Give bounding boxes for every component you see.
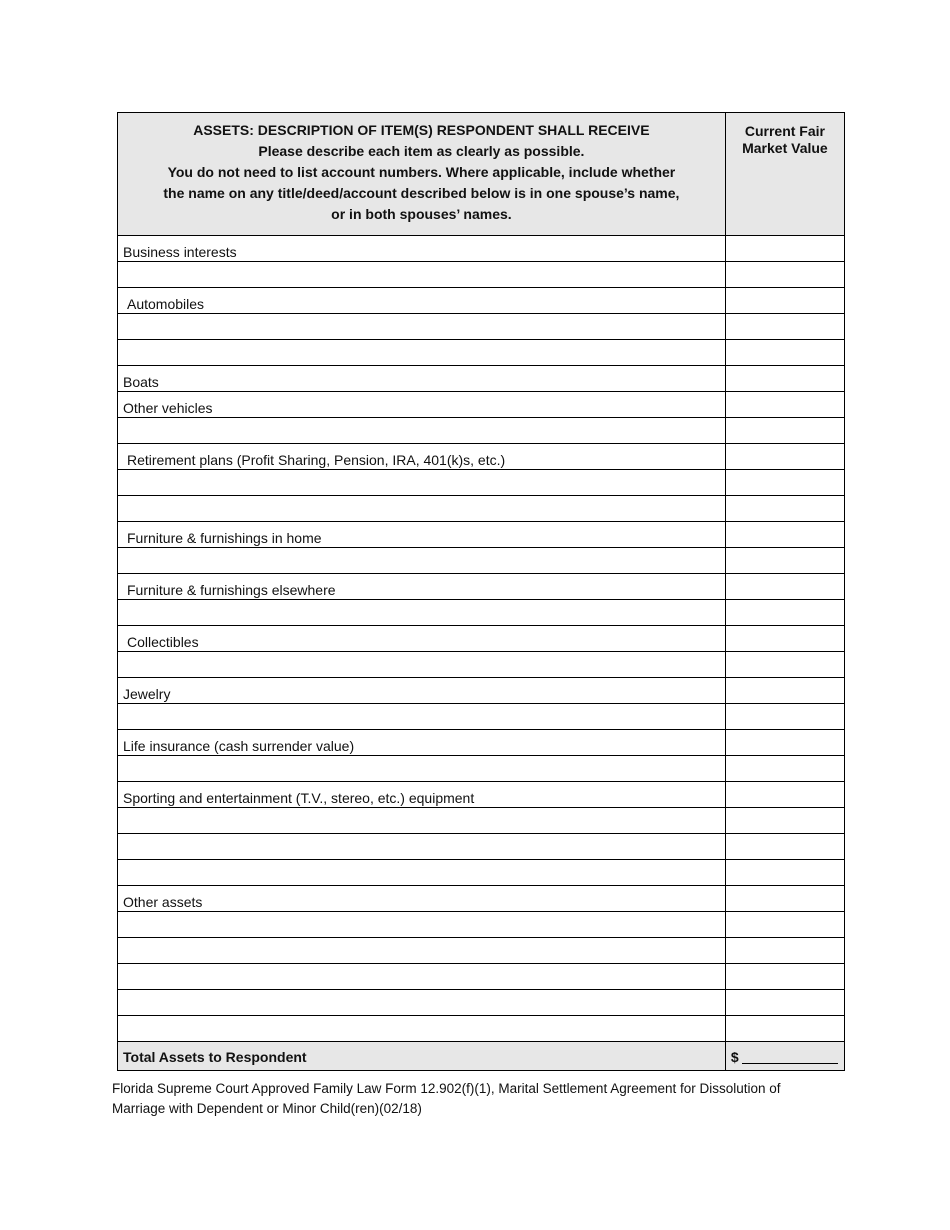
header-instruction: the name on any title/deed/account described below is in one spouse’s name, <box>163 185 680 201</box>
table-row <box>118 808 845 834</box>
asset-description-cell[interactable] <box>118 548 726 574</box>
asset-value-cell[interactable] <box>725 366 844 392</box>
asset-category-label: Collectibles <box>118 626 726 652</box>
asset-description-cell[interactable] <box>118 600 726 626</box>
asset-value-cell[interactable] <box>725 626 844 652</box>
asset-category-label: Business interests <box>118 236 726 262</box>
asset-value-cell[interactable] <box>725 834 844 860</box>
asset-value-cell[interactable] <box>725 262 844 288</box>
table-row <box>118 522 845 548</box>
table-row <box>118 548 845 574</box>
asset-value-cell[interactable] <box>725 600 844 626</box>
asset-description-cell[interactable] <box>118 756 726 782</box>
asset-category-label: Other assets <box>118 886 726 912</box>
table-row <box>118 626 845 652</box>
table-row <box>118 470 845 496</box>
asset-category-label: Furniture & furnishings in home <box>118 522 726 548</box>
asset-value-cell[interactable] <box>725 886 844 912</box>
asset-value-cell[interactable] <box>725 392 844 418</box>
asset-value-cell[interactable] <box>725 548 844 574</box>
table-row <box>118 340 845 366</box>
table-row <box>118 574 845 600</box>
total-blank-line[interactable] <box>742 1051 838 1064</box>
asset-value-cell[interactable] <box>725 808 844 834</box>
table-row <box>118 418 845 444</box>
table-row <box>118 860 845 886</box>
asset-value-cell[interactable] <box>725 756 844 782</box>
table-header-row <box>118 113 845 236</box>
asset-description-cell[interactable] <box>118 704 726 730</box>
asset-category-label: Automobiles <box>118 288 726 314</box>
table-row <box>118 444 845 470</box>
asset-value-cell[interactable] <box>725 678 844 704</box>
header-instruction: Please describe each item as clearly as possible. <box>258 143 585 159</box>
asset-value-cell[interactable] <box>725 236 844 262</box>
table-row <box>118 652 845 678</box>
form-footer <box>112 1079 842 1119</box>
asset-category-label: Life insurance (cash surrender value) <box>118 730 726 756</box>
table-row <box>118 990 845 1016</box>
asset-value-cell[interactable] <box>725 444 844 470</box>
asset-description-cell[interactable] <box>118 964 726 990</box>
table-row <box>118 600 845 626</box>
asset-description-cell[interactable] <box>118 314 726 340</box>
asset-value-cell[interactable] <box>725 1016 844 1042</box>
asset-value-cell[interactable] <box>725 522 844 548</box>
asset-description-cell[interactable] <box>118 652 726 678</box>
table-row <box>118 1016 845 1042</box>
header-instruction: or in both spouses’ names. <box>331 206 512 222</box>
table-row <box>118 756 845 782</box>
header-title: ASSETS: DESCRIPTION OF ITEM(S) RESPONDENT SHALL RECEIVE <box>193 122 650 138</box>
asset-category-label: Boats <box>118 366 726 392</box>
table-row <box>118 886 845 912</box>
asset-description-cell[interactable] <box>118 938 726 964</box>
asset-value-cell[interactable] <box>725 496 844 522</box>
table-row <box>118 938 845 964</box>
asset-description-cell[interactable] <box>118 860 726 886</box>
asset-category-label: Other vehicles <box>118 392 726 418</box>
asset-value-cell[interactable] <box>725 288 844 314</box>
value-header: Current Fair Market Value <box>725 113 844 236</box>
asset-description-cell[interactable] <box>118 990 726 1016</box>
asset-description-cell[interactable] <box>118 470 726 496</box>
asset-description-cell[interactable] <box>118 262 726 288</box>
table-row <box>118 236 845 262</box>
total-row <box>118 1042 845 1071</box>
table-row <box>118 314 845 340</box>
asset-description-cell[interactable] <box>118 496 726 522</box>
asset-value-cell[interactable] <box>725 964 844 990</box>
table-row <box>118 730 845 756</box>
asset-description-cell[interactable] <box>118 834 726 860</box>
table-row <box>118 704 845 730</box>
table-row <box>118 964 845 990</box>
footer-line: Florida Supreme Court Approved Family Law Form 12.902(f)(1), Marital Settlement Agreement for Dissolution of <box>112 1081 781 1096</box>
asset-category-label: Furniture & furnishings elsewhere <box>118 574 726 600</box>
asset-value-cell[interactable] <box>725 418 844 444</box>
asset-category-label: Jewelry <box>118 678 726 704</box>
asset-category-label: Retirement plans (Profit Sharing, Pension, IRA, 401(k)s, etc.) <box>118 444 726 470</box>
table-row <box>118 392 845 418</box>
table-row <box>118 834 845 860</box>
asset-value-cell[interactable] <box>725 340 844 366</box>
table-row <box>118 366 845 392</box>
asset-description-cell[interactable] <box>118 808 726 834</box>
asset-value-cell[interactable] <box>725 574 844 600</box>
table-row <box>118 288 845 314</box>
asset-description-cell[interactable] <box>118 1016 726 1042</box>
asset-value-cell[interactable] <box>725 470 844 496</box>
description-header <box>118 113 726 236</box>
asset-description-cell[interactable] <box>118 340 726 366</box>
asset-description-cell[interactable] <box>118 418 726 444</box>
table-row <box>118 262 845 288</box>
asset-value-cell[interactable] <box>725 912 844 938</box>
total-label: Total Assets to Respondent <box>118 1042 726 1071</box>
table-row <box>118 912 845 938</box>
asset-description-cell[interactable] <box>118 912 726 938</box>
asset-value-cell[interactable] <box>725 704 844 730</box>
table-row <box>118 782 845 808</box>
table-row <box>118 496 845 522</box>
asset-value-cell[interactable] <box>725 990 844 1016</box>
currency-symbol: $ <box>730 1049 739 1065</box>
footer-line: Marriage with Dependent or Minor Child(ren)(02/18) <box>112 1101 422 1116</box>
asset-value-cell[interactable] <box>725 652 844 678</box>
asset-value-cell[interactable] <box>725 938 844 964</box>
header-instruction: You do not need to list account numbers. Where applicable, include whether <box>167 164 676 180</box>
asset-value-cell[interactable] <box>725 314 844 340</box>
asset-category-label: Sporting and entertainment (T.V., stereo, etc.) equipment <box>118 782 726 808</box>
asset-value-cell[interactable] <box>725 782 844 808</box>
asset-value-cell[interactable] <box>725 730 844 756</box>
table-row <box>118 678 845 704</box>
assets-table <box>117 112 845 1071</box>
total-value-cell[interactable] <box>725 1042 844 1071</box>
asset-value-cell[interactable] <box>725 860 844 886</box>
